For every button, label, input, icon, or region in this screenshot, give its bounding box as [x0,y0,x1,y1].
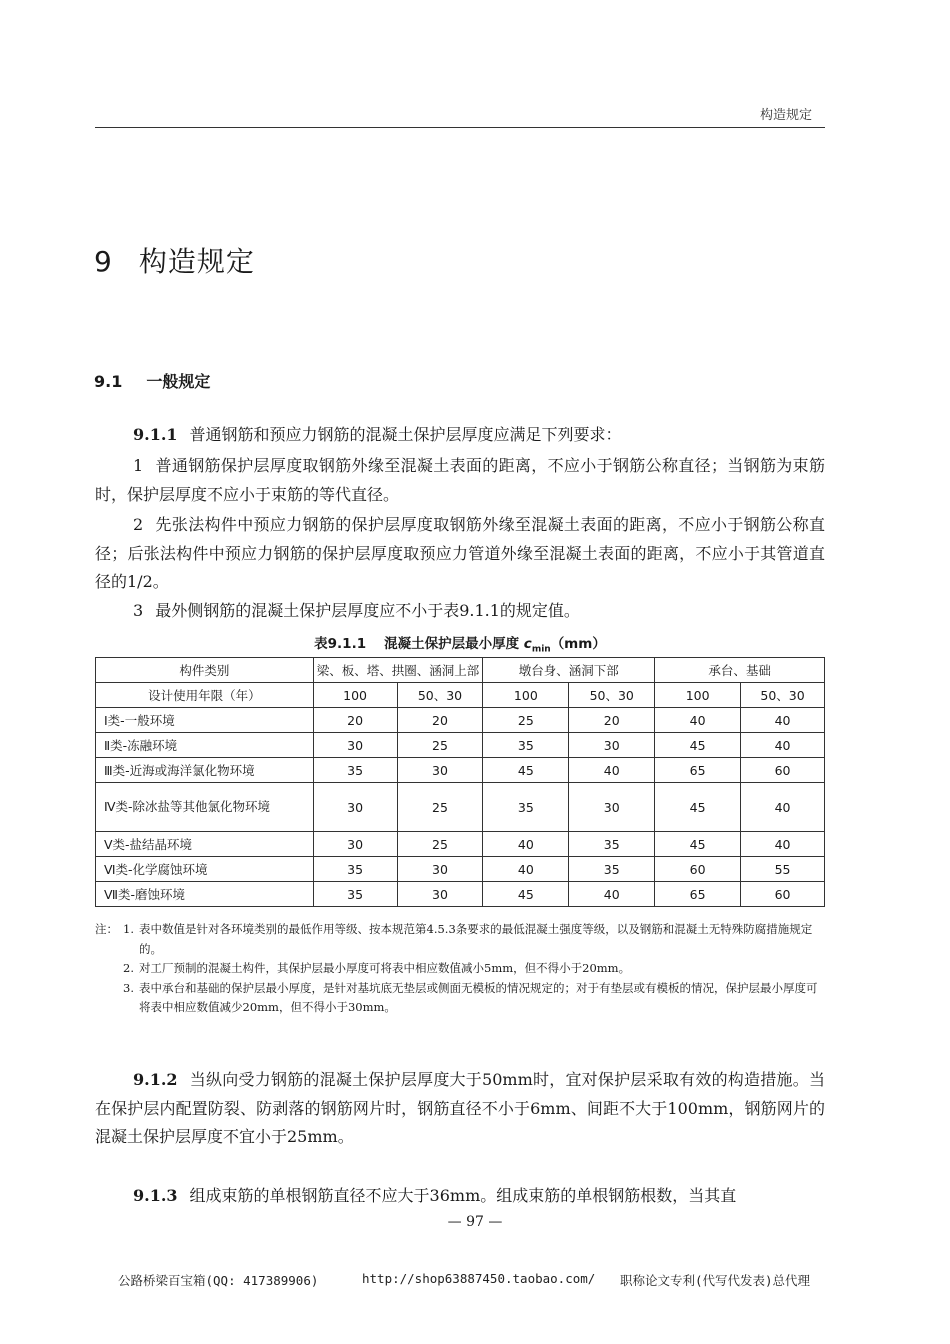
header-life: 设计使用年限（年） [96,683,314,708]
cell: 30 [397,882,483,907]
clause-9-1-1-item-3 [95,597,825,626]
env-label: Ⅵ类-化学腐蚀环境 [96,857,314,882]
section-title [94,369,210,392]
note-text: 对工厂预制的混凝土构件，其保护层最小厚度可将表中相应数值减小5mm，但不得小于20mm。 [139,961,631,975]
footer-left: 公路桥梁百宝箱(QQ: 417389906) [118,1273,319,1288]
cell: 45 [483,758,569,783]
cell: 45 [655,733,741,758]
header-group: 承台、基础 [655,658,825,683]
page-number: — 97 — [447,1214,503,1230]
cell: 35 [313,758,397,783]
header-component: 构件类别 [96,658,314,683]
header-group: 梁、板、塔、拱圈、涵洞上部 [313,658,483,683]
table-notes [95,920,825,1018]
clause-number: 9.1.3 [133,1186,178,1205]
cell: 30 [397,857,483,882]
cell: 40 [741,832,825,857]
cell: 30 [569,783,655,832]
cell: 40 [741,783,825,832]
cell: 35 [483,783,569,832]
cell: 35 [313,882,397,907]
env-label: Ⅶ类-磨蚀环境 [96,882,314,907]
table-caption [95,632,825,655]
life-value: 100 [655,683,741,708]
table-row [96,733,825,758]
cell: 40 [483,832,569,857]
note-item [95,920,825,959]
cell: 35 [569,857,655,882]
life-value: 50、30 [741,683,825,708]
table-row [96,708,825,733]
table-caption-text: 混凝土保护层最小厚度 [384,636,520,652]
life-value: 50、30 [397,683,483,708]
notes-label: 注： [95,922,118,936]
table-row [96,832,825,857]
note-item [95,959,825,979]
cell: 45 [655,783,741,832]
clause-number: 9.1.1 [133,425,178,444]
item-text: 最外侧钢筋的混凝土保护层厚度应不小于表9.1.1的规定值。 [155,601,580,620]
section-number: 9.1 [94,372,123,391]
cover-thickness-table [95,657,825,907]
footer-url: http://shop63887450.taobao.com/ [362,1271,596,1286]
cell: 60 [741,758,825,783]
table-header-row [96,658,825,683]
cell: 30 [397,758,483,783]
cell: 45 [655,832,741,857]
clause-9-1-1-item-2 [95,511,825,597]
cell: 40 [655,708,741,733]
env-label: Ⅴ类-盐结晶环境 [96,832,314,857]
note-number: 2. [123,961,134,975]
table-row [96,882,825,907]
table-row [96,783,825,832]
note-text: 表中数值是针对各环境类别的最低作用等级、按本规范第4.5.3条要求的最低混凝土强度等级，以及钢筋和混凝土无特殊防腐措施规定的。 [139,922,813,956]
clause-9-1-1 [95,421,825,450]
item-number: 3 [133,601,144,620]
clause-text: 普通钢筋和预应力钢筋的混凝土保护层厚度应满足下列要求： [189,425,622,444]
table-row [96,857,825,882]
clause-9-1-1-item-1 [95,452,825,509]
item-number: 2 [133,515,144,534]
note-text: 表中承台和基础的保护层最小厚度，是针对基坑底无垫层或侧面无模板的情况规定的；对于有垫层或有模板的情况，保护层最小厚度可将表中相应数值减少20mm，但不得小于30mm。 [139,980,818,1014]
cell: 45 [483,882,569,907]
cell: 25 [397,733,483,758]
running-header: 构造规定 [760,108,813,123]
table-row [96,758,825,783]
note-item [95,979,825,1018]
table-life-row [96,683,825,708]
cell: 60 [655,857,741,882]
chapter-title-text: 构造规定 [138,245,255,278]
header-rule [95,127,825,128]
life-value: 50、30 [569,683,655,708]
note-number: 1. [123,922,134,936]
cell: 35 [569,832,655,857]
item-text: 先张法构件中预应力钢筋的保护层厚度取钢筋外缘至混凝土表面的距离，不应小于钢筋公称直径；后张法构件中预应力钢筋的保护层厚度取预应力管道外缘至混凝土表面的距离，不应小于其管道直径的1/2。 [95,515,825,591]
cell: 30 [313,783,397,832]
clause-9-1-3 [95,1182,825,1211]
footer-right: 职称论文专利(代写代发表)总代理 [620,1273,811,1288]
cell: 30 [313,733,397,758]
chapter-title [94,240,255,280]
header-group: 墩台身、涵洞下部 [483,658,655,683]
cell: 20 [313,708,397,733]
cell: 40 [483,857,569,882]
cell: 20 [397,708,483,733]
note-number: 3. [123,980,134,995]
cell: 25 [483,708,569,733]
caption-symbol: c [523,636,532,652]
chapter-number: 9 [94,245,113,278]
section-title-text: 一般规定 [146,372,211,391]
caption-unit: （mm） [550,636,606,652]
life-value: 100 [483,683,569,708]
cell: 65 [655,882,741,907]
cell: 20 [569,708,655,733]
env-label: Ⅳ类-除冰盐等其他氯化物环境 [96,783,314,832]
cell: 40 [569,882,655,907]
cell: 65 [655,758,741,783]
table-number: 表9.1.1 [314,636,367,652]
item-number: 1 [133,456,144,475]
cell: 40 [741,733,825,758]
cell: 40 [741,708,825,733]
env-label: Ⅰ类-一般环境 [96,708,314,733]
cell: 35 [483,733,569,758]
env-label: Ⅱ类-冻融环境 [96,733,314,758]
cell: 30 [569,733,655,758]
clause-text: 当纵向受力钢筋的混凝土保护层厚度大于50mm时，宜对保护层采取有效的构造措施。当在保护层内配置防裂、防剥落的钢筋网片时，钢筋直径不小于6mm、间距不大于100mm，钢筋网片的混凝土保护层厚度不宜小于25mm。 [95,1070,825,1146]
env-label: Ⅲ类-近海或海洋氯化物环境 [96,758,314,783]
cell: 25 [397,832,483,857]
clause-number: 9.1.2 [133,1070,178,1089]
cell: 40 [569,758,655,783]
cell: 55 [741,857,825,882]
clause-text: 组成束筋的单根钢筋直径不应大于36mm。组成束筋的单根钢筋根数，当其直 [189,1186,737,1205]
cell: 25 [397,783,483,832]
caption-subscript: min [531,644,551,655]
life-value: 100 [313,683,397,708]
cell: 35 [313,857,397,882]
clause-9-1-2 [95,1066,825,1152]
item-text: 普通钢筋保护层厚度取钢筋外缘至混凝土表面的距离，不应小于钢筋公称直径；当钢筋为束筋时，保护层厚度不应小于束筋的等代直径。 [95,456,825,504]
cell: 30 [313,832,397,857]
cell: 60 [741,882,825,907]
